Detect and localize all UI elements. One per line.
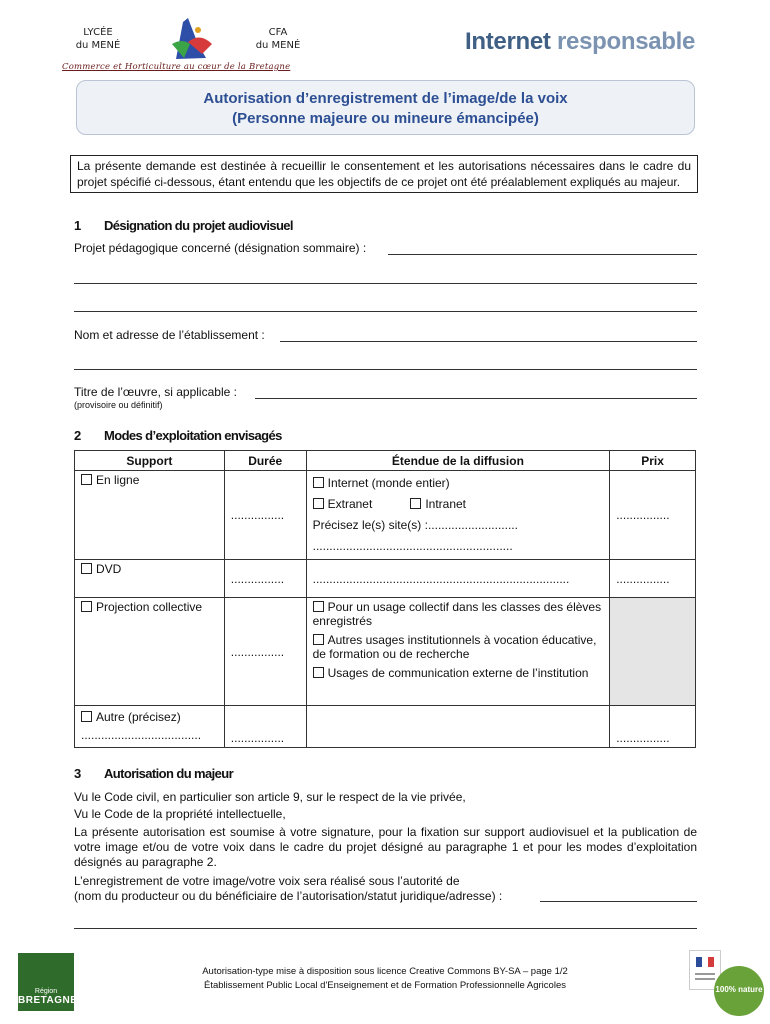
diffusion-autre[interactable]: [306, 706, 610, 748]
footer-line1: Autorisation-type mise à disposition sous licence Creative Commons BY-SA – page 1/2: [202, 966, 568, 977]
projection-checkbox[interactable]: [81, 601, 92, 612]
lycee-logo-text: [68, 26, 128, 52]
section1-title: Désignation du projet audiovisuel: [104, 218, 293, 233]
duree-autre[interactable]: ................: [224, 706, 306, 748]
header-etendue: Étendue de la diffusion: [306, 451, 610, 471]
intro-box: La présente demande est destinée à recueillir le consentement et les autorisations nécessaires dans le cadre du projet spécifié ci-dessous, étant entendu que les objectifs de ce projet ont été préalablement expliqués au majeur.: [70, 155, 698, 193]
brand-logo: [465, 28, 695, 56]
usage1-label: Pour un usage collectif dans les classes des élèves enregistrés: [312, 600, 602, 628]
cell-en-ligne: [75, 471, 225, 560]
prix-autre[interactable]: ................: [610, 706, 696, 748]
section1-number: 1: [74, 218, 82, 233]
duree-en-ligne[interactable]: ................: [224, 471, 306, 560]
prix-projection-disabled: [610, 598, 696, 706]
section2-heading: [74, 428, 282, 443]
region-bretagne-logo: [18, 953, 78, 1011]
duree-dvd[interactable]: ................: [224, 560, 306, 598]
projet-input-line[interactable]: [388, 254, 697, 255]
header-duree: Durée: [224, 451, 306, 471]
section3-title: Autorisation du majeur: [104, 766, 234, 781]
en-ligne-label: En ligne: [96, 473, 140, 487]
projet-label: Projet pédagogique concerné (désignation sommaire) :: [74, 241, 367, 255]
header-support: Support: [75, 451, 225, 471]
region-small: Région: [34, 988, 58, 995]
title-line2: (Personne majeure ou mineure émancipée): [232, 110, 539, 127]
cfa-line2: du MENÉ: [255, 40, 301, 51]
cfa-logo-text: [248, 26, 308, 52]
section3-p3: La présente autorisation est soumise à votre signature, pour la fixation sur support audiovisuel et la publication de votre image et/ou de votre voix dans le cadre du projet désigné au paragraphe 1 et pour les modes d’exploitation désignés au paragraphe 2.: [74, 825, 697, 869]
section3-p1: Vu le Code civil, en particulier son article 9, sur le respect de la vie privée,: [74, 790, 466, 804]
title-line1: Autorisation d’enregistrement de l’image/de la voix: [203, 90, 568, 107]
en-ligne-checkbox[interactable]: [81, 474, 92, 485]
modes-table: [74, 450, 696, 748]
footer: [150, 965, 620, 993]
section1-heading: [74, 218, 293, 233]
cell-dvd: [75, 560, 225, 598]
prix-en-ligne[interactable]: ................: [610, 471, 696, 560]
autre-checkbox[interactable]: [81, 711, 92, 722]
footer-line2: Établissement Public Local d'Enseignement et de Formation Professionnelle Agricoles: [204, 980, 566, 991]
duree-projection[interactable]: ................: [224, 598, 306, 706]
section3-number: 3: [74, 766, 82, 781]
cell-autre: [75, 706, 225, 748]
internet-checkbox[interactable]: [313, 477, 324, 488]
projection-label: Projection collective: [96, 600, 203, 614]
titre-input-line[interactable]: [255, 398, 697, 399]
usage3-label: Usages de communication externe de l’institution: [327, 666, 589, 680]
lycee-line1: LYCÉE: [83, 27, 113, 38]
sites-field[interactable]: Précisez le(s) site(s) :...........................: [312, 518, 518, 532]
extranet-checkbox[interactable]: [313, 498, 324, 509]
usage1-checkbox[interactable]: [313, 601, 324, 612]
nom-input-line-2[interactable]: [74, 369, 697, 370]
lycee-cfa-emblem-icon: [158, 14, 218, 64]
projet-input-line-3[interactable]: [74, 311, 697, 312]
nature-stamp: 100% nature: [714, 966, 764, 1016]
autre-field[interactable]: ....................................: [81, 728, 202, 742]
dvd-diffusion[interactable]: .............................................................................: [306, 560, 610, 598]
usage2-checkbox[interactable]: [313, 634, 324, 645]
slogan: Commerce et Horticulture au cœur de la Bretagne: [62, 62, 291, 72]
internet-label: Internet (monde entier): [327, 476, 450, 490]
usage2-label: Autres usages institutionnels à vocation éducative, de formation ou de recherche: [312, 633, 597, 661]
sites-field-cont[interactable]: ............................................................: [312, 539, 513, 553]
brand-strong: Internet: [465, 28, 551, 55]
section3-p2: Vu le Code de la propriété intellectuelle,: [74, 807, 286, 821]
header-prix: Prix: [610, 451, 696, 471]
cell-diffusion-projection: [306, 598, 610, 706]
extranet-label: Extranet: [327, 497, 373, 511]
cell-diffusion-en-ligne: [306, 471, 610, 560]
region-big: BRETAGNE: [18, 995, 78, 1006]
nom-input-line[interactable]: [280, 341, 697, 342]
section3-p5: (nom du producteur ou du bénéficiaire de l’autorisation/statut juridique/adresse) :: [74, 889, 503, 903]
document-title: [76, 80, 695, 135]
autre-label: Autre (précisez): [96, 710, 181, 724]
brand-light: responsable: [556, 28, 696, 55]
prix-dvd[interactable]: ................: [610, 560, 696, 598]
lycee-line2: du MENÉ: [75, 40, 121, 51]
projet-input-line-2[interactable]: [74, 283, 697, 284]
titre-note: (provisoire ou définitif): [74, 400, 163, 410]
nom-label: Nom et adresse de l’établissement :: [74, 328, 265, 342]
section2-title: Modes d’exploitation envisagés: [104, 428, 282, 443]
intranet-checkbox[interactable]: [410, 498, 421, 509]
producteur-input-line[interactable]: [540, 901, 697, 902]
cfa-line1: CFA: [268, 27, 288, 38]
intranet-label: Intranet: [425, 497, 467, 511]
titre-label: Titre de l’œuvre, si applicable :: [74, 385, 237, 399]
cell-projection: [75, 598, 225, 706]
dvd-checkbox[interactable]: [81, 563, 92, 574]
section3-heading: [74, 766, 233, 781]
section2-number: 2: [74, 428, 82, 443]
section3-p4: L’enregistrement de votre image/votre voix sera réalisé sous l’autorité de: [74, 874, 460, 888]
usage3-checkbox[interactable]: [313, 667, 324, 678]
producteur-input-line-2[interactable]: [74, 928, 697, 929]
dvd-label: DVD: [96, 562, 122, 576]
